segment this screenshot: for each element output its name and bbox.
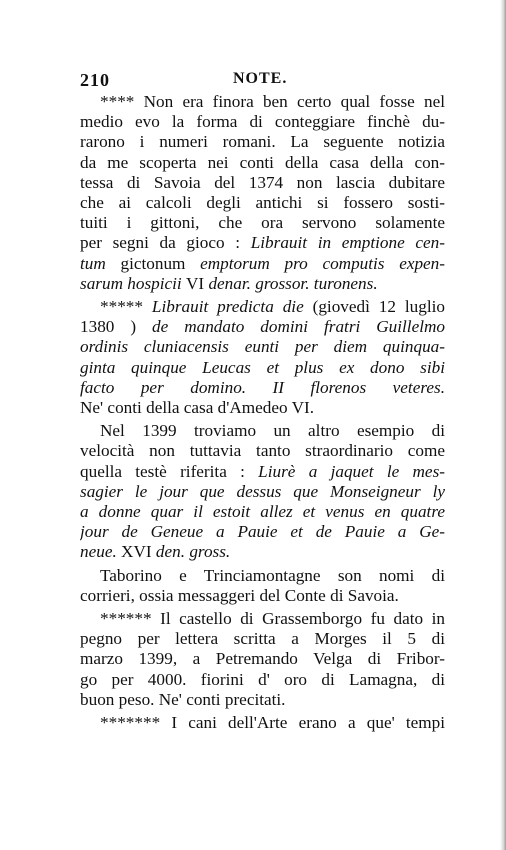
note-paragraph (80, 92, 445, 294)
text-segment: Taborino e Trinciamontagne son nomi di (100, 565, 445, 585)
text-segment: tuiti i gittoni, che ora servono solamente (80, 213, 445, 233)
text-line (80, 254, 445, 274)
text-segment: quella testè riferita : (80, 461, 259, 481)
italic-text: sarum hospicii (80, 273, 186, 293)
text-line (80, 297, 445, 317)
text-segment: tessa di Savoia del 1374 non lascia dubitare (80, 172, 445, 192)
text-segment: XVI (116, 542, 156, 562)
text-segment: da me scoperta nei conti della casa della con- (80, 152, 445, 172)
italic-text: Librauit predicta die (151, 297, 313, 317)
text-line (80, 132, 445, 152)
text-segment: gictonum (105, 253, 201, 273)
italic-text: sagier le jour que dessus que Monseigneur ly (80, 481, 445, 501)
text-line (80, 213, 445, 233)
text-line (80, 482, 445, 502)
note-paragraph (80, 713, 445, 733)
note-paragraph (80, 297, 445, 418)
italic-text: a donne quar il estoit allez et venus en quatre (80, 502, 445, 522)
text-line (80, 690, 445, 710)
text-line (80, 233, 445, 253)
text-segment: (giovedì 12 luglio (312, 297, 445, 317)
body-text (80, 92, 445, 733)
italic-text: den. gross. (155, 542, 231, 562)
page-header (80, 70, 445, 92)
text-line (80, 173, 445, 193)
text-line (80, 441, 445, 461)
note-paragraph (80, 421, 445, 562)
italic-text: tum (80, 253, 106, 273)
text-line (80, 274, 445, 294)
note-paragraph (80, 609, 445, 710)
text-line (80, 629, 445, 649)
text-line (80, 609, 445, 629)
italic-text: ordinis cluniacensis eunti per diem quinqua- (80, 337, 445, 357)
text-segment: pegno per lettera scritta a Morges il 5 di (80, 629, 445, 649)
text-line (80, 153, 445, 173)
italic-text: neue. (80, 542, 117, 562)
text-line (80, 586, 445, 606)
italic-text: denar. grossor. turonens. (208, 273, 378, 293)
text-segment: ****** Il castello di Grassemborgo fu dato in (100, 609, 445, 629)
text-segment: per segni da gioco : (80, 233, 251, 253)
running-head: NOTE. (233, 70, 288, 87)
text-line (80, 378, 445, 398)
text-line (80, 398, 445, 418)
italic-text: emptorum pro computis expen- (200, 253, 445, 273)
italic-text: Librauit in emptione cen- (250, 233, 445, 253)
text-segment: velocità non tuttavia tanto straordinario come (80, 441, 445, 461)
text-line (80, 337, 445, 357)
italic-text: de mandato domini fratri Guillelmo (152, 317, 445, 337)
text-segment: che ai calcoli degli antichi si fossero sosti- (80, 193, 445, 213)
text-line (80, 358, 445, 378)
text-segment: marzo 1399, a Petremando Velga di Fribor- (80, 649, 445, 669)
italic-text: facto per domino. II florenos veteres. (80, 377, 445, 397)
text-segment: corrieri, ossia messaggeri del Conte di Savoia. (80, 585, 399, 605)
text-line (80, 713, 445, 733)
italic-text: ginta quinque Leucas et plus ex dono sibi (80, 357, 445, 377)
text-line (80, 462, 445, 482)
text-line (80, 92, 445, 112)
page-number: 210 (80, 70, 110, 90)
text-line (80, 193, 445, 213)
text-line (80, 112, 445, 132)
text-line (80, 502, 445, 522)
note-paragraph (80, 566, 445, 606)
text-segment: go per 4000. fiorini d' oro di Lamagna, di (80, 669, 445, 689)
text-segment: Nel 1399 troviamo un altro esempio di (100, 421, 445, 441)
text-line (80, 670, 445, 690)
text-segment: ******* I cani dell'Arte erano a que' tempi (100, 713, 445, 733)
text-line (80, 421, 445, 441)
text-segment: Ne' conti della casa d'Amedeo VI. (80, 398, 315, 418)
page-edge-shadow (500, 0, 506, 850)
text-line (80, 649, 445, 669)
text-line (80, 542, 445, 562)
text-line (80, 522, 445, 542)
text-segment: rarono i numeri romani. La seguente notizia (80, 132, 445, 152)
text-line (80, 566, 445, 586)
text-segment: ***** (100, 297, 152, 317)
text-line (80, 317, 445, 337)
text-segment: buon peso. Ne' conti precitati. (80, 689, 286, 709)
text-segment: **** Non era finora ben certo qual fosse nel (100, 92, 445, 111)
text-segment: medio evo la forma di conteggiare finchè du- (80, 112, 445, 132)
text-segment: 1380 ) (80, 317, 153, 337)
italic-text: Liurè a jaquet le mes- (258, 461, 445, 481)
text-segment: VI (186, 273, 209, 293)
italic-text: jour de Geneue a Pauie et de Pauie a Ge- (80, 522, 445, 542)
